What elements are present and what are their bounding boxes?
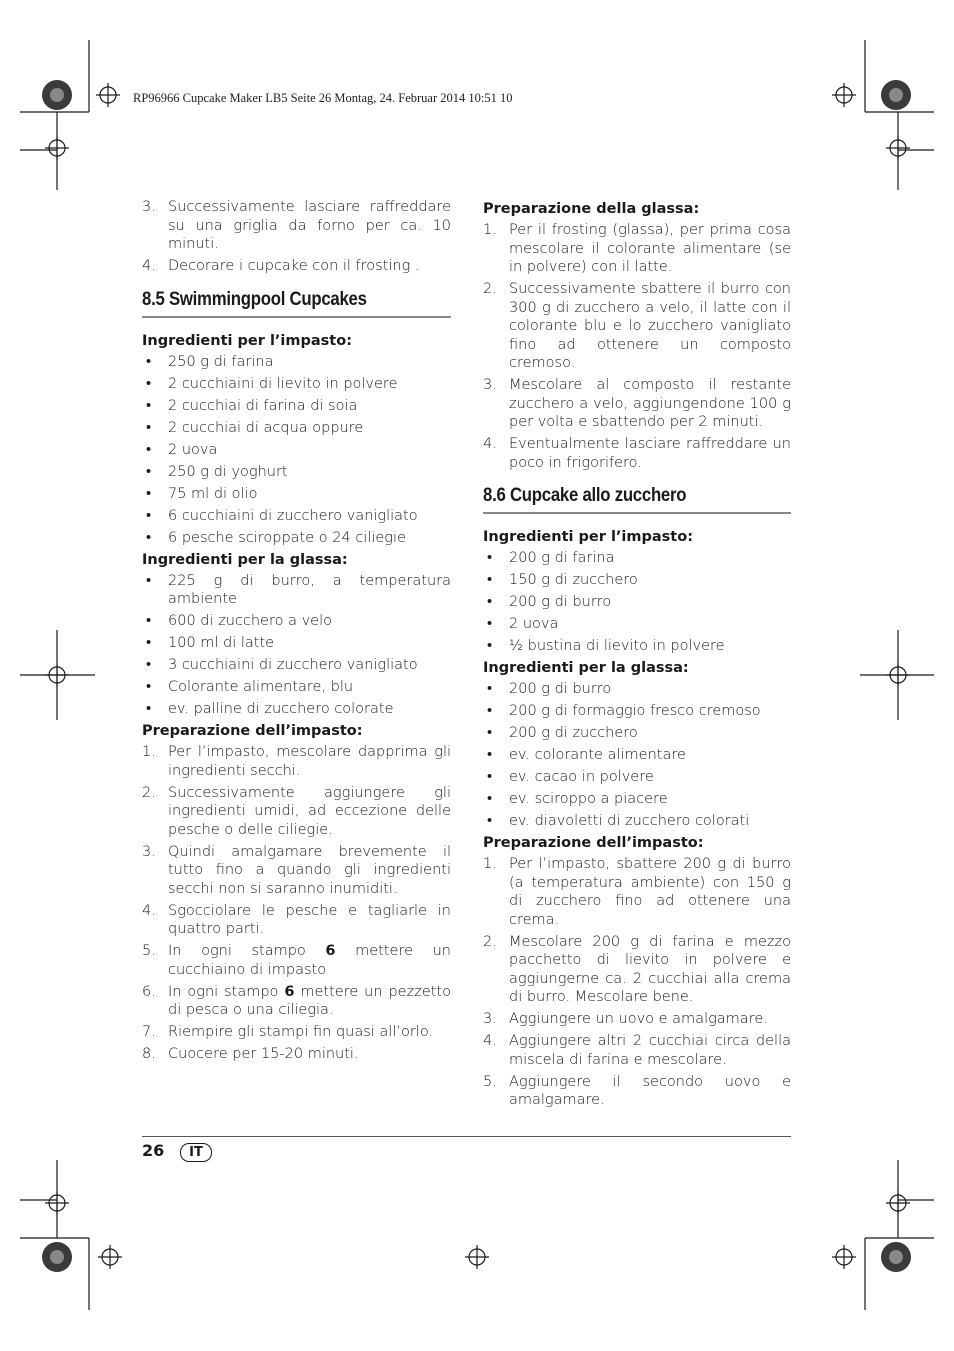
list-item: 8. Cuocere per 15-20 minuti. bbox=[142, 1046, 359, 1062]
section-divider bbox=[483, 512, 791, 514]
list-item: • 2 cucchiai di acqua oppure bbox=[146, 419, 364, 436]
list-item: 7. Riempire gli stampi fin quasi all’orlo. bbox=[142, 1024, 434, 1040]
list-item: • 250 g di farina bbox=[146, 353, 274, 370]
list-item: • 2 cucchiaini di lievito in polvere bbox=[146, 375, 398, 392]
page-number: 26 bbox=[142, 1141, 165, 1160]
list-item: • 200 g di formaggio fresco cremoso bbox=[487, 703, 761, 719]
glaze-preparation-heading: Preparazione della glassa: bbox=[483, 201, 700, 217]
dough-preparation-heading: Preparazione dell’impasto: bbox=[483, 835, 704, 851]
section-title-8-5: 8.5 Swimmingpool Cupcakes bbox=[142, 287, 367, 310]
list-item: 5. In ogni stampo 6 mettere un cucchiaino di impasto bbox=[142, 943, 451, 978]
right-column bbox=[483, 198, 791, 1113]
list-item: • ev. sciroppo a piacere bbox=[487, 791, 668, 807]
list-item: • 6 pesche sciroppate o 24 ciliegie bbox=[146, 529, 406, 546]
dough-preparation-heading: Preparazione dell’impasto: bbox=[142, 723, 363, 739]
list-item: 1. Per l’impasto, sbattere 200 g di burro (a temperatura ambiente) con 150 g di zucchero fino ad ottenere una crema. bbox=[483, 856, 791, 928]
list-item: 1. Per il frosting (glassa), per prima cosa mescolare il colorante alimentare (se in polvere) con il latte. bbox=[483, 222, 791, 275]
section-divider bbox=[142, 316, 451, 318]
list-item: 5. Aggiungere il secondo uovo e amalgamare. bbox=[483, 1073, 791, 1108]
list-item: 4. Aggiungere altri 2 cucchiai circa della miscela di farina e mescolare. bbox=[483, 1033, 791, 1068]
section-title-8-6: 8.6 Cupcake allo zucchero bbox=[483, 484, 687, 506]
list-item: • ½ bustina di lievito in polvere bbox=[487, 638, 725, 654]
list-item: • 3 cucchiaini di zucchero vanigliato bbox=[146, 657, 418, 673]
list-item: • 2 uova bbox=[487, 616, 559, 632]
list-item: 3. Mescolare al composto il restante zucchero a velo, aggiungendone 100 g per volta e sbattendo per 2 minuti. bbox=[483, 377, 791, 430]
list-item: 6. In ogni stampo 6 mettere un pezzetto di pesca o una ciliegia. bbox=[142, 983, 451, 1018]
list-item: • 250 g di yoghurt bbox=[146, 463, 288, 480]
list-item: • 2 cucchiai di farina di soia bbox=[146, 397, 358, 414]
list-item: 1. Per l’impasto, mescolare dapprima gli ingredienti secchi. bbox=[142, 744, 451, 779]
list-item: • 200 g di zucchero bbox=[487, 725, 638, 741]
list-item: • 150 g di zucchero bbox=[487, 572, 638, 588]
list-item: 4. Eventualmente lasciare raffreddare un poco in frigorifero. bbox=[483, 436, 791, 471]
list-item: 3. Aggiungere un uovo e amalgamare. bbox=[483, 1011, 768, 1027]
list-item: • 200 g di burro bbox=[487, 594, 612, 610]
list-item: • ev. palline di zucchero colorate bbox=[146, 701, 394, 717]
list-item: • ev. cacao in polvere bbox=[487, 769, 654, 785]
list-item: 4. Decorare i cupcake con il frosting . bbox=[142, 258, 420, 274]
dough-ingredients-heading: Ingredienti per l’impasto: bbox=[142, 332, 352, 349]
list-item: 3. Successivamente lasciare raffreddare su una griglia da forno per ca. 10 minuti. bbox=[142, 199, 451, 252]
list-item: • 6 cucchiaini di zucchero vanigliato bbox=[146, 507, 418, 524]
language-badge: IT bbox=[180, 1143, 212, 1162]
list-item: • 100 ml di latte bbox=[146, 635, 275, 651]
list-item: 4. Sgocciolare le pesche e tagliarle in quattro parti. bbox=[142, 902, 451, 937]
list-item: • 200 g di burro bbox=[487, 681, 612, 697]
list-item: 2. Successivamente sbattere il burro con 300 g di zucchero a velo, il latte con il colorante blu e lo zucchero vanigliato fino ad ottenere un composto cremoso. bbox=[483, 281, 791, 371]
list-item: 3. Quindi amalgamare brevemente il tutto fino a quando gli ingredienti secchi non si saranno inumiditi. bbox=[142, 843, 451, 897]
list-item: • ev. colorante alimentare bbox=[487, 747, 686, 763]
list-item: • ev. diavoletti di zucchero colorati bbox=[487, 813, 750, 829]
list-item: 2. Successivamente aggiungere gli ingredienti umidi, ad eccezione delle pesche o delle ciliegie. bbox=[142, 784, 451, 838]
glaze-ingredients-heading: Ingredienti per la glassa: bbox=[142, 551, 348, 568]
footer-divider bbox=[142, 1136, 791, 1137]
list-item: • 2 uova bbox=[146, 441, 218, 458]
left-column bbox=[142, 198, 451, 1067]
list-item: 2. Mescolare 200 g di farina e mezzo pacchetto di lievito in polvere e aggiungerne ca. 2 cucchiai alla crema di burro. Mescolare bene. bbox=[483, 933, 791, 1005]
glaze-ingredients-heading: Ingredienti per la glassa: bbox=[483, 660, 689, 676]
print-slug: RP96966 Cupcake Maker LB5 Seite 26 Montag, 24. Februar 2014 10:51 10 bbox=[133, 91, 513, 105]
list-item: • 600 di zucchero a velo bbox=[146, 613, 333, 629]
list-item: • 75 ml di olio bbox=[146, 485, 258, 502]
dough-ingredients-heading: Ingredienti per l’impasto: bbox=[483, 529, 693, 545]
list-item: • 225 g di burro, a temperatura ambiente bbox=[146, 572, 451, 607]
list-item: • 200 g di farina bbox=[487, 550, 615, 566]
list-item: • Colorante alimentare, blu bbox=[146, 679, 354, 695]
